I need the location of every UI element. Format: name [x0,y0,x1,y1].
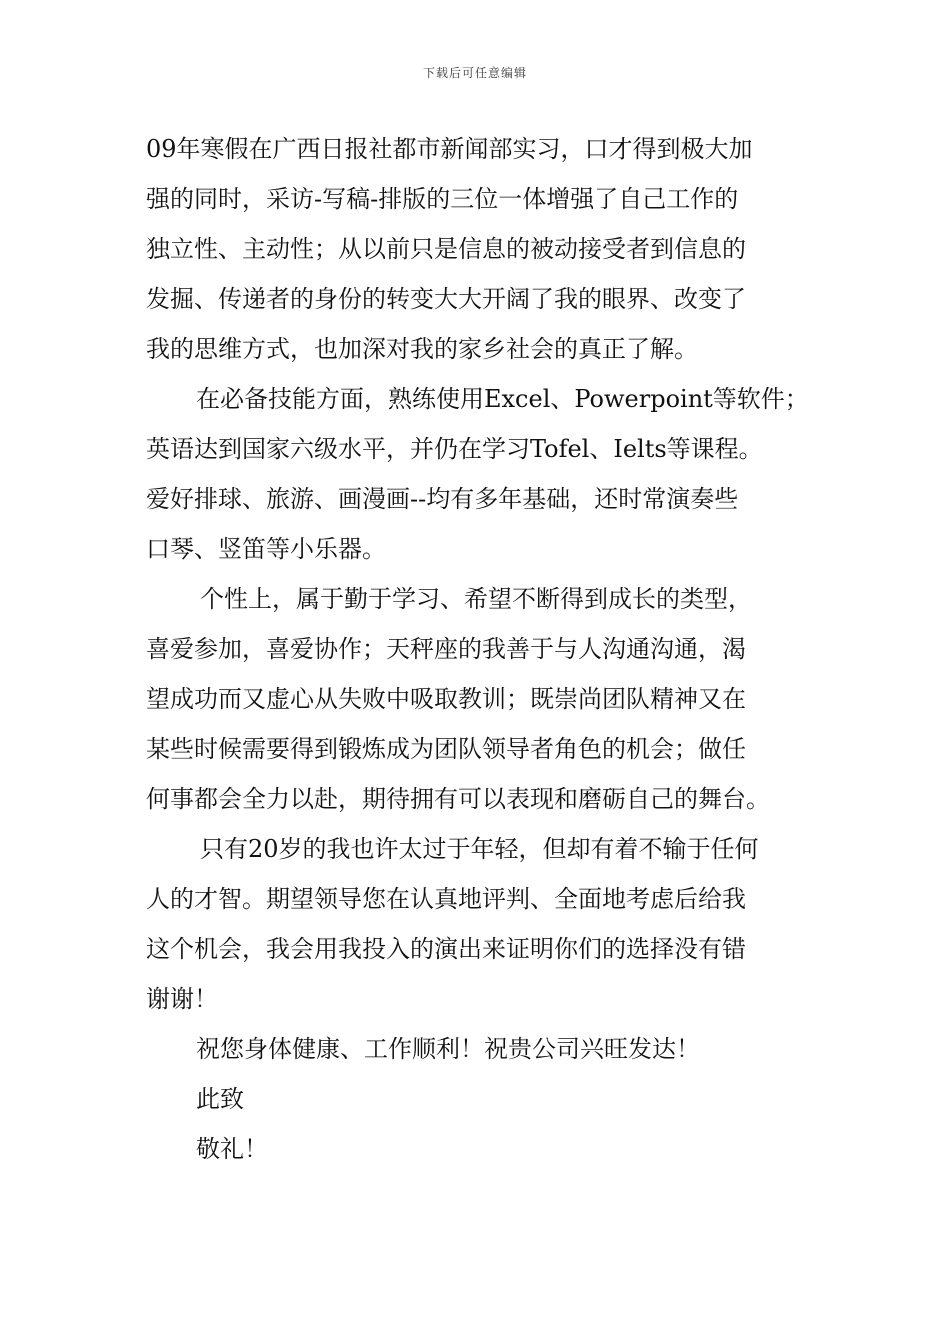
body-line-8: 爱好排球、旅游、画漫画--均有多年基础，还时常演奏些 [146,485,739,513]
body-line-17: 这个机会，我会用我投入的演出来证明你们的选择没有错 [146,935,746,963]
body-line-12: 望成功而又虚心从失败中吸取教训；既崇尚团队精神又在 [146,685,746,713]
body-line-9: 口琴、竖笛等小乐器。 [146,535,386,563]
closing-jingli: 敬礼！ [196,1135,268,1163]
body-line-13: 某些时候需要得到锻炼成为团队领导者角色的机会；做任 [146,735,746,763]
body-line-5: 我的思维方式，也加深对我的家乡社会的真正了解。 [146,335,698,363]
body-line-10: 个性上，属于勤于学习、希望不断得到成长的类型， [200,585,752,613]
body-line-2: 强的同时，采访-写稿-排版的三位一体增强了自己工作的 [146,185,739,213]
body-line-4: 发掘、传递者的身份的转变大大开阔了我的眼界、改变了 [146,285,746,313]
body-line-14: 何事都会全力以赴，期待拥有可以表现和磨砺自己的舞台。 [146,785,770,813]
page-header-note: 下载后可任意编辑 [422,66,527,80]
body-line-7: 英语达到国家六级水平，并仍在学习Tofel、Ielts等课程。 [146,435,763,463]
body-line-15: 只有20岁的我也许太过于年轻，但却有着不输于任何 [200,835,759,863]
body-line-16: 人的才智。期望领导您在认真地评判、全面地考虑后给我 [146,885,746,913]
body-line-6: 在必备技能方面，熟练使用Excel、Powerpoint等软件； [196,385,809,413]
body-line-3: 独立性、主动性；从以前只是信息的被动接受者到信息的 [146,235,746,263]
body-line-18: 谢谢！ [146,985,218,1013]
closing-cizhi: 此致 [196,1085,244,1113]
body-line-11: 喜爱参加，喜爱协作；天秤座的我善于与人沟通沟通，渴 [146,635,746,663]
closing-wish: 祝您身体健康、工作顺利！祝贵公司兴旺发达！ [196,1035,700,1063]
body-line-1: 09年寒假在广西日报社都市新闻部实习，口才得到极大加 [146,135,753,163]
